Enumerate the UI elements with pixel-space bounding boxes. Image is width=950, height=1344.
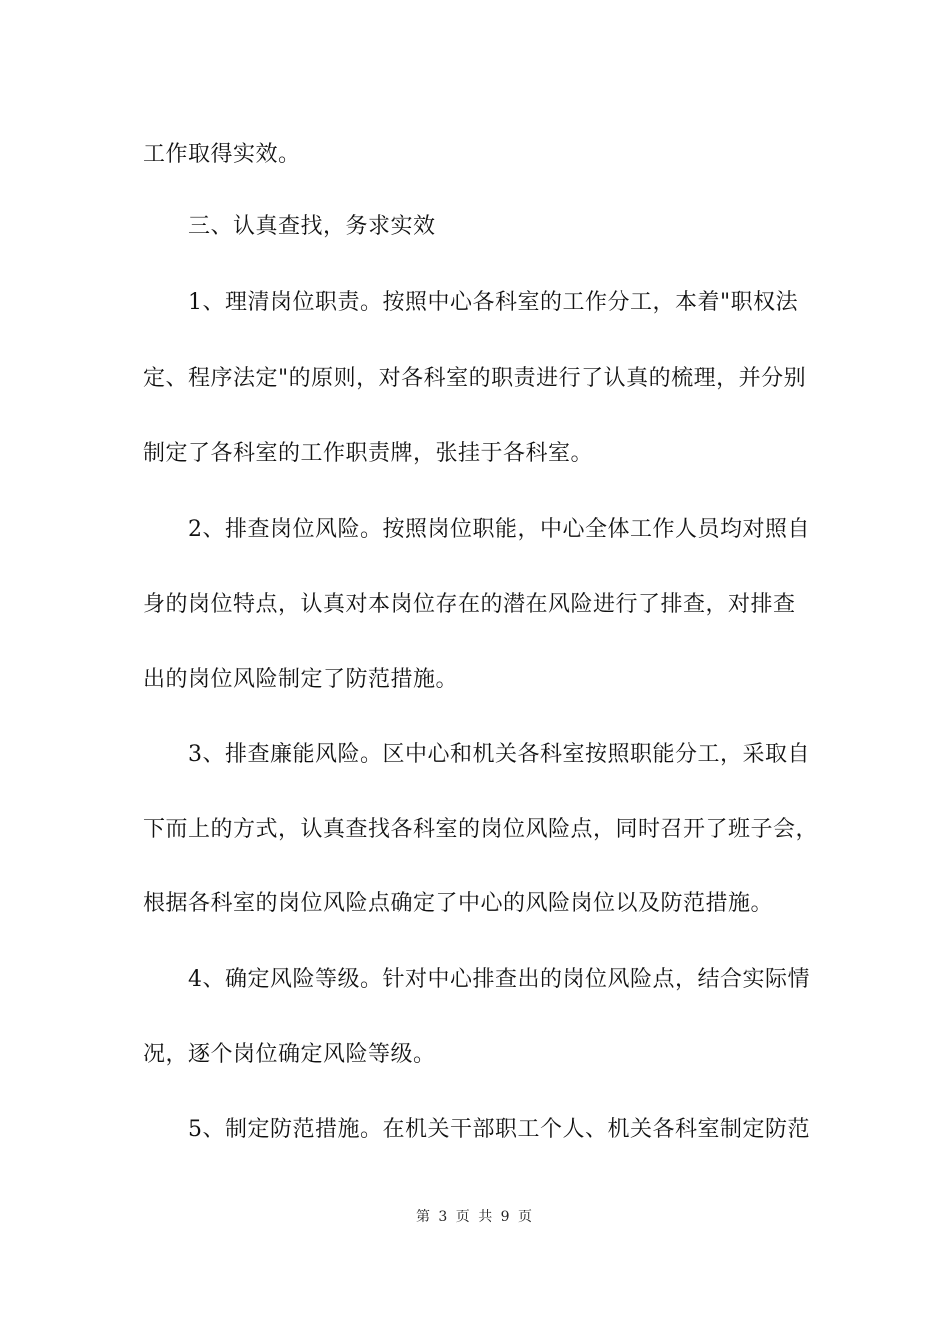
- body-line-5: 制定了各科室的工作职责牌，张挂于各科室。: [143, 441, 594, 466]
- body-line-12: 4、确定风险等级。针对中心排查出的岗位风险点，结合实际情: [188, 967, 810, 992]
- body-line-4: 定、程序法定"的原则，对各科室的职责进行了认真的梳理，并分别: [143, 366, 807, 391]
- body-line-3: 1、理清岗位职责。按照中心各科室的工作分工，本着"职权法: [188, 290, 799, 315]
- body-line-10: 下而上的方式，认真查找各科室的岗位风险点，同时召开了班子会，: [143, 817, 819, 842]
- body-line-9: 3、排查廉能风险。区中心和机关各科室按照职能分工，采取自: [188, 742, 810, 767]
- body-line-14: 5、制定防范措施。在机关干部职工个人、机关各科室制定防范: [188, 1117, 810, 1142]
- body-line-6: 2、排查岗位风险。按照岗位职能，中心全体工作人员均对照自: [188, 517, 810, 542]
- page-number-footer: 第 3 页 共 9 页: [415, 1209, 535, 1225]
- body-line-8: 出的岗位风险制定了防范措施。: [143, 667, 459, 692]
- body-line-1: 工作取得实效。: [143, 142, 301, 167]
- body-line-13: 况，逐个岗位确定风险等级。: [143, 1042, 436, 1067]
- body-line-7: 身的岗位特点，认真对本岗位存在的潜在风险进行了排查，对排查: [143, 592, 796, 617]
- body-line-11: 根据各科室的岗位风险点确定了中心的风险岗位以及防范措施。: [143, 891, 774, 916]
- section-heading: 三、认真查找，务求实效: [188, 214, 436, 239]
